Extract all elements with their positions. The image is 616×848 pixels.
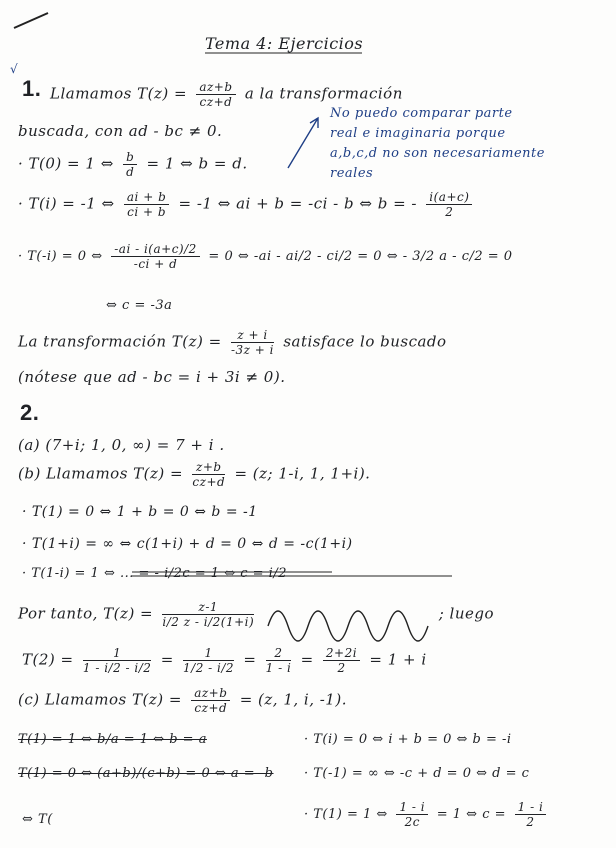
- ex2-t1mi: · T(1-i) = 1 ⇔ ... = - i/2c = 1 ⇔ c = i/2: [22, 566, 287, 581]
- ex1-def-pre: Llamamos T(z) =: [50, 84, 188, 103]
- exercise-1-number: 1.: [22, 76, 42, 101]
- t2-f2-num: 1: [183, 646, 234, 661]
- concl-num: z + i: [231, 328, 274, 343]
- t2-f3-den: 1 - i: [265, 661, 292, 675]
- ct1-pre: · T(1) = 1 ⇔: [304, 807, 388, 822]
- ex1-conclusion: [18, 328, 447, 357]
- ct1-den-2: 2: [526, 815, 535, 829]
- portanto-post: ; luego: [438, 604, 495, 623]
- left-fragment: ⇔ T(: [22, 812, 53, 827]
- ex1-c-line: ⇔ c = -3a: [106, 298, 173, 313]
- c-num: az+b: [191, 686, 230, 701]
- ex1-def-fraction: [196, 80, 235, 109]
- ex2-t1pi: · T(1+i) = ∞ ⇔ c(1+i) + d = 0 ⇔ d = -c(1+i): [22, 536, 353, 552]
- tmi-pre: · T(-i) = 0 ⇔: [18, 249, 103, 264]
- ex1-conclusion-2: (nótese que ad - bc = i + 3i ≠ 0).: [18, 368, 286, 386]
- ct1-fraction: [396, 800, 428, 829]
- note-line: a,b,c,d no son necesariamente: [330, 146, 545, 161]
- t2-f1-num: 1: [83, 646, 152, 661]
- t2-frac-1: [83, 646, 152, 675]
- ct1-mid: = 1 ⇔ c =: [436, 807, 507, 822]
- ti-fraction: [124, 190, 169, 219]
- struck-line-1: T(1) = 1 ⇔ b/a = 1 ⇔ b = a: [18, 732, 207, 747]
- t2-frac-2: [183, 646, 234, 675]
- concl-post: satisface lo buscado: [283, 332, 447, 351]
- b-num: z+b: [192, 460, 225, 475]
- t2-f4-num: 2+2i: [323, 646, 360, 661]
- t2-frac-4: [323, 646, 360, 675]
- t2-pre: T(2) =: [22, 650, 74, 669]
- ex1-tmi: [18, 242, 513, 271]
- ex2-portanto: [18, 600, 494, 629]
- ex1-line2: buscada, con ad - bc ≠ 0.: [18, 122, 223, 140]
- ct1-fraction-2: [515, 800, 547, 829]
- t0-fraction: [123, 150, 137, 179]
- b-den: cz+d: [192, 475, 226, 489]
- portanto-num: z-1: [162, 600, 254, 615]
- b-pre: (b) Llamamos T(z) =: [18, 464, 184, 483]
- concl-den: -3z + i: [230, 343, 275, 357]
- ex2-b: [18, 460, 370, 489]
- note-line: reales: [330, 166, 374, 181]
- margin-note: [330, 104, 545, 184]
- tmi-post: = 0 ⇔ -ai - ai/2 - ci/2 = 0 ⇔ - 3/2 a - c/2 = 0: [208, 249, 513, 264]
- t0-pre: · T(0) = 1 ⇔: [18, 154, 114, 173]
- ex2-a: (a) (7+i; 1, 0, ∞) = 7 + i .: [18, 436, 225, 454]
- ti-fraction-2: [426, 190, 472, 219]
- ti-mid: = -1 ⇔ ai + b = -ci - b ⇔ b = -: [178, 194, 417, 213]
- t2-f1-den: 1 - i/2 - i/2: [82, 661, 152, 675]
- tmi-fraction: [111, 242, 200, 271]
- portanto-den: i/2 z - i/2(1+i): [162, 615, 255, 629]
- t0-num: b: [123, 150, 137, 165]
- ti-pre: · T(i) = -1 ⇔: [18, 194, 115, 213]
- t0-post: = 1 ⇔ b = d.: [146, 154, 248, 173]
- ex2-c-t1: [304, 800, 550, 829]
- t0-den: d: [126, 165, 135, 179]
- portanto-pre: Por tanto, T(z) =: [18, 604, 154, 623]
- page-title: Tema 4: Ejercicios: [205, 34, 364, 53]
- ex2-t1: · T(1) = 0 ⇔ 1 + b = 0 ⇔ b = -1: [22, 504, 258, 520]
- ti-den-2: 2: [445, 205, 454, 219]
- ct1-den: 2c: [404, 815, 420, 829]
- t2-f4-den: 2: [337, 661, 346, 675]
- t2-f2-den: 1/2 - i/2: [183, 661, 235, 675]
- ct1-num: 1 - i: [396, 800, 428, 815]
- t2-post: = 1 + i: [369, 650, 427, 669]
- b-fraction: [192, 460, 225, 489]
- ex2-c-ti: · T(i) = 0 ⇔ i + b = 0 ⇔ b = -i: [304, 732, 512, 747]
- note-line: real e imaginaria porque: [330, 126, 506, 141]
- ti-den: ci + b: [127, 205, 167, 219]
- ti-num-2: i(a+c): [426, 190, 472, 205]
- corner-stroke: [14, 13, 48, 28]
- ex1-ti: [18, 190, 476, 219]
- ex1-t0: [18, 150, 248, 179]
- t2-f3-num: 2: [266, 646, 292, 661]
- note-arrow: [288, 118, 318, 168]
- c-post: = (z, 1, i, -1).: [239, 690, 347, 709]
- concl-fraction: [231, 328, 274, 357]
- ex1-def-num: az+b: [196, 80, 235, 95]
- c-pre: (c) Llamamos T(z) =: [18, 690, 182, 709]
- c-fraction: [191, 686, 230, 715]
- portanto-fraction: [162, 600, 254, 629]
- t2-frac-3: [266, 646, 292, 675]
- ex2-c-tm1: · T(-1) = ∞ ⇔ -c + d = 0 ⇔ d = c: [304, 766, 530, 781]
- struck-line-2: T(1) = 0 ⇔ (a+b)/(c+b) = 0 ⇔ a = -b: [18, 766, 274, 781]
- check-mark: √: [10, 62, 19, 76]
- ti-num: ai + b: [124, 190, 169, 205]
- tmi-den: -ci + d: [133, 257, 178, 271]
- c-den: cz+d: [194, 701, 228, 715]
- ex2-c: [18, 686, 347, 715]
- b-post: = (z; 1-i, 1, 1+i).: [234, 464, 371, 483]
- ex1-def-den: cz+d: [199, 95, 233, 109]
- concl-pre: La transformación T(z) =: [18, 332, 222, 351]
- ct1-num-2: 1 - i: [515, 800, 547, 815]
- tmi-num: -ai - i(a+c)/2: [111, 242, 200, 257]
- ex2-t2: T(2) = $\frac{1}{1 - i/2 - i/2}$ = $\frac{1}{1/2 - i/2}$ = $\frac{2}{1 - i}$ = $\frac{2+2i}{2}$ = 1 + i: [22, 646, 427, 675]
- note-line: No puedo comparar parte: [330, 106, 513, 121]
- exercise-2-number: 2.: [20, 400, 40, 425]
- ex1-def-post: a la transformación: [244, 84, 403, 103]
